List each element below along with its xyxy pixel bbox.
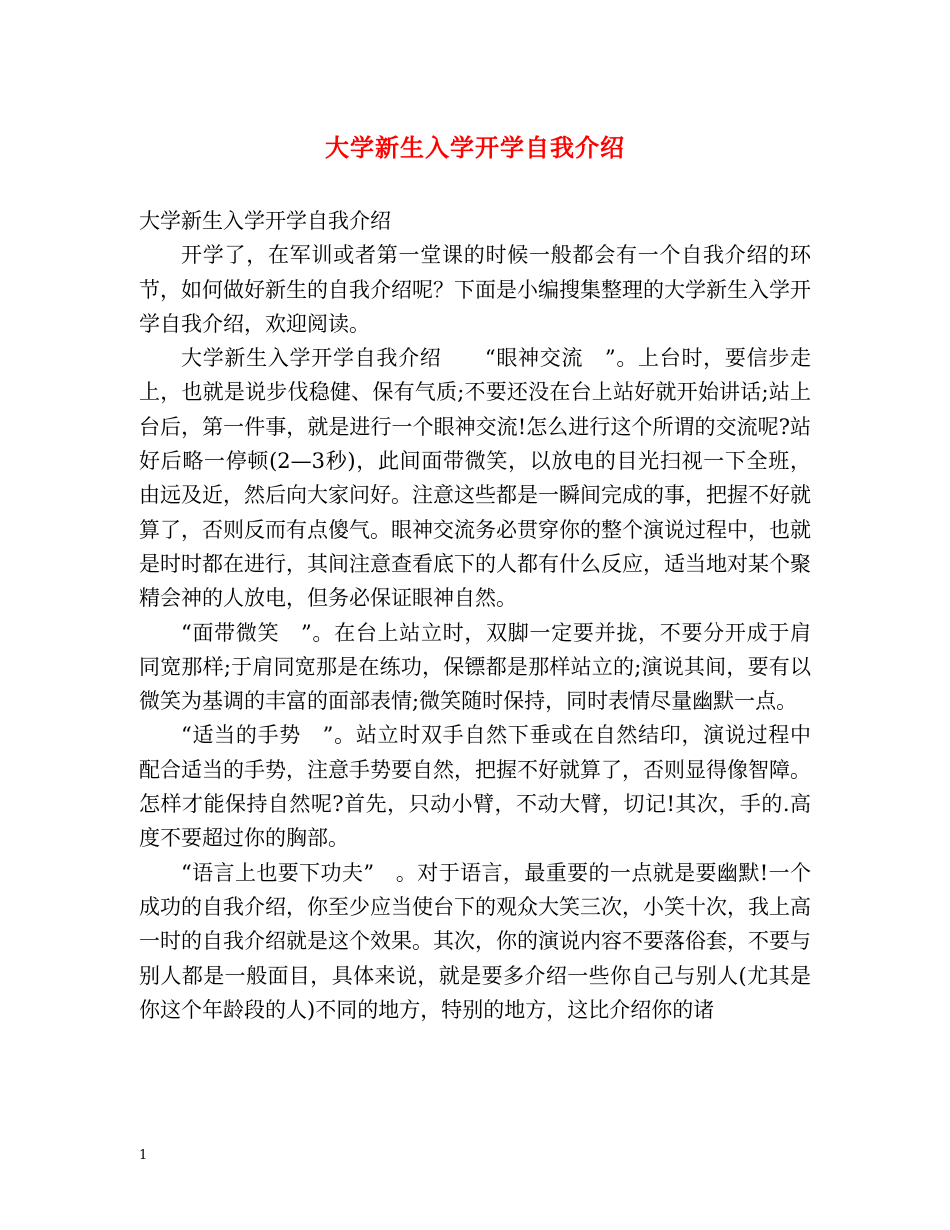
intro-paragraph: 开学了，在军训或者第一堂课的时候一般都会有一个自我介绍的环节，如何做好新生的自我介绍呢？下面是小编搜集整理的大学新生入学开学自我介绍，欢迎阅读。 <box>139 243 811 336</box>
language-paragraph: “语言上也要下功夫” 。对于语言，最重要的一点就是要幽默!一个成功的自我介绍，你至少应当使台下的观众大笑三次，小笑十次，我上高一时的自我介绍就是这个效果。其次，你的演说内容不要落俗套，不要与别人都是一般面目，具体来说，就是要多介绍一些你自己与别人(尤其是你这个年龄段的人)不同的地方，特别的地方，这比介绍你的诸 <box>139 860 811 1022</box>
smile-paragraph: “面带微笑 ”。在台上站立时，双脚一定要并拢，不要分开成于肩同宽那样;于肩同宽那是在练功，保镖都是那样站立的;演说其间，要有以微笑为基调的丰富的面部表情;微笑随时保持，同时表情尽量幽默一点。 <box>139 620 811 714</box>
eye-contact-paragraph: 大学新生入学开学自我介绍 “眼神交流 ”。上台时，要信步走上，也就是说步伐稳健、保有气质;不要还没在台上站好就开始讲话;站上台后，第一件事，就是进行一个眼神交流!怎么进行这个所谓的交流呢?站好后略一停顿(2—3秒)，此间面带微笑，以放电的目光扫视一下全班，由远及近，然后向大家问好。注意这些都是一瞬间完成的事，把握不好就算了，否则反而有点傻气。眼神交流务必贯穿你的整个演说过程中，也就是时时都在进行，其间注意查看底下的人都有什么反应，适当地对某个聚精会神的人放电，但务必保证眼神自然。 <box>139 346 811 611</box>
document-title: 大学新生入学开学自我介绍 <box>325 133 625 162</box>
page-number: 1 <box>139 1148 148 1163</box>
document-body <box>139 204 811 1027</box>
gesture-paragraph: “适当的手势 ”。站立时双手自然下垂或在自然结印，演说过程中配合适当的手势，注意手势要自然，把握不好就算了，否则显得像智障。怎样才能保持自然呢?首先，只动小臂，不动大臂，切记!其次，手的.高度不要超过你的胸部。 <box>139 723 811 851</box>
subheading-paragraph: 大学新生入学开学自我介绍 <box>139 209 391 233</box>
